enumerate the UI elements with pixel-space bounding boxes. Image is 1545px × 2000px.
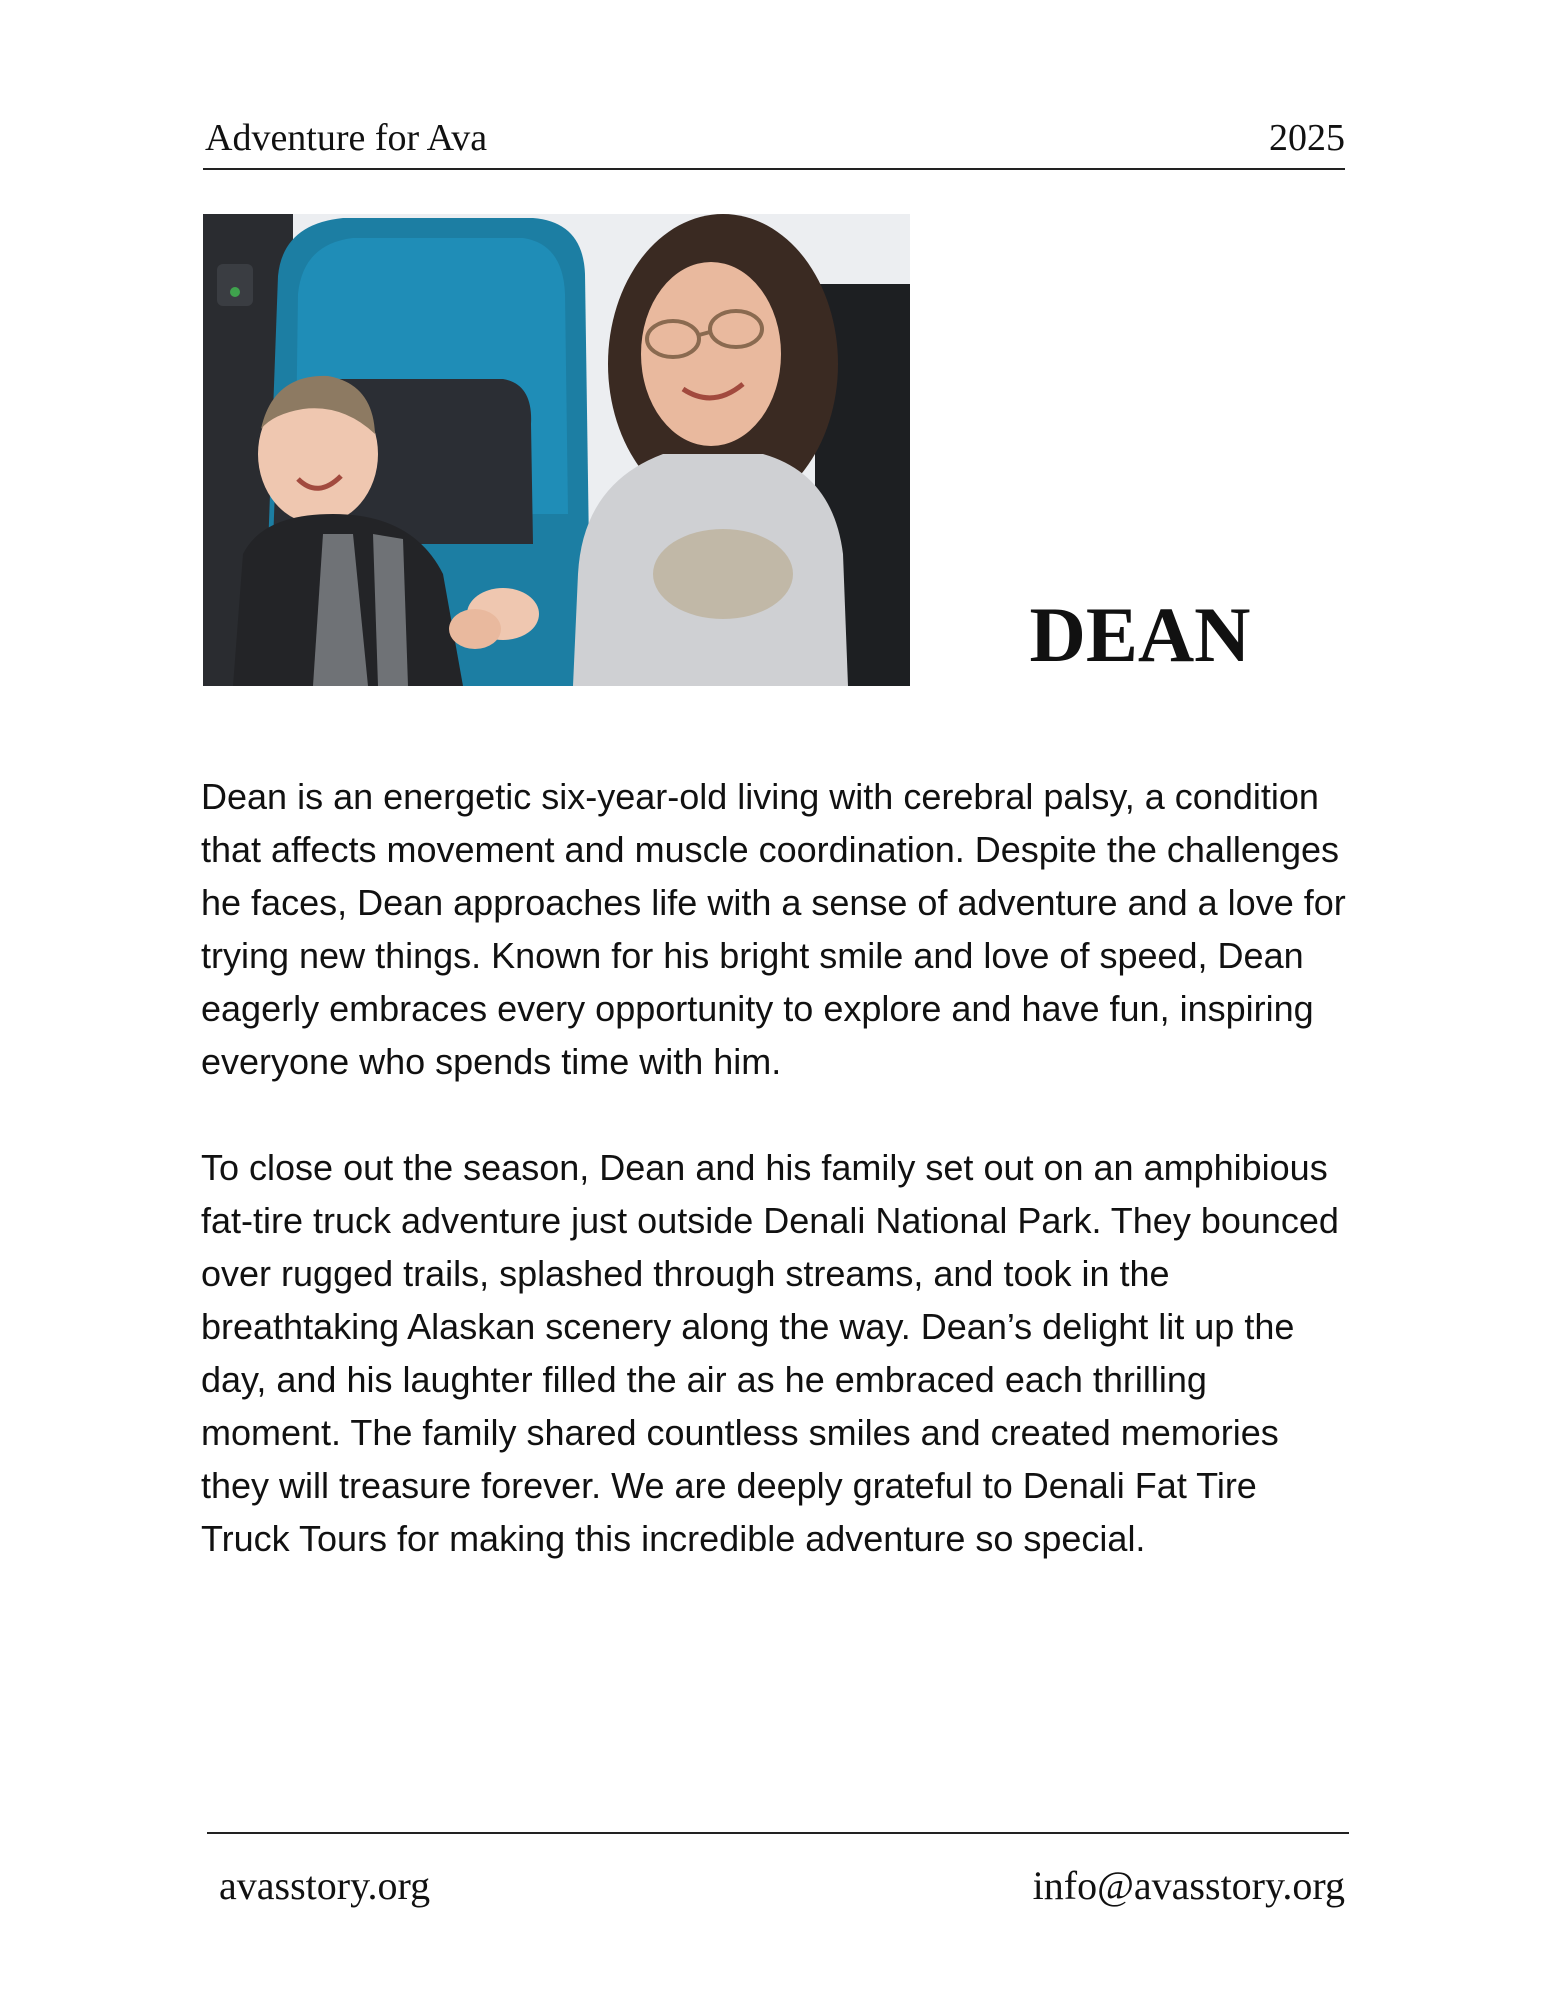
dean-photo [203, 214, 910, 686]
footer-website: avasstory.org [219, 1863, 431, 1908]
story-paragraph: Dean is an energetic six-year-old living with cerebral palsy, a condition that affects movement and muscle coordination. Despite the challenges he faces, Dean approaches life with a sense of adventure and a love for trying new things. Known for his bright smile and love of speed, Dean eagerly embraces every opportunity to explore and have fun, inspiring everyone who spends time with him. [201, 776, 1346, 1082]
header-divider [203, 168, 1345, 170]
page-header [203, 108, 1345, 168]
header-title: Adventure for Ava [205, 117, 488, 159]
header-year: 2025 [1269, 117, 1345, 159]
story-paragraph: To close out the season, Dean and his family set out on an amphibious fat-tire truck adventure just outside Denali National Park. They bounced over rugged trails, splashed through streams, and took in the breathtaking Alaskan scenery along the way. Dean’s delight lit up the day, and his laughter filled the air as he embraced each thrilling moment. The family shared countless smiles and created memories they will treasure forever. We are deeply grateful to Denali Fat Tire Truck Tours for making this incredible adventure so special. [201, 1147, 1339, 1559]
story-body [201, 770, 1351, 1618]
child-name: DEAN [1029, 591, 1251, 678]
footer-email: info@avasstory.org [1032, 1863, 1345, 1908]
footer-divider [207, 1832, 1349, 1834]
